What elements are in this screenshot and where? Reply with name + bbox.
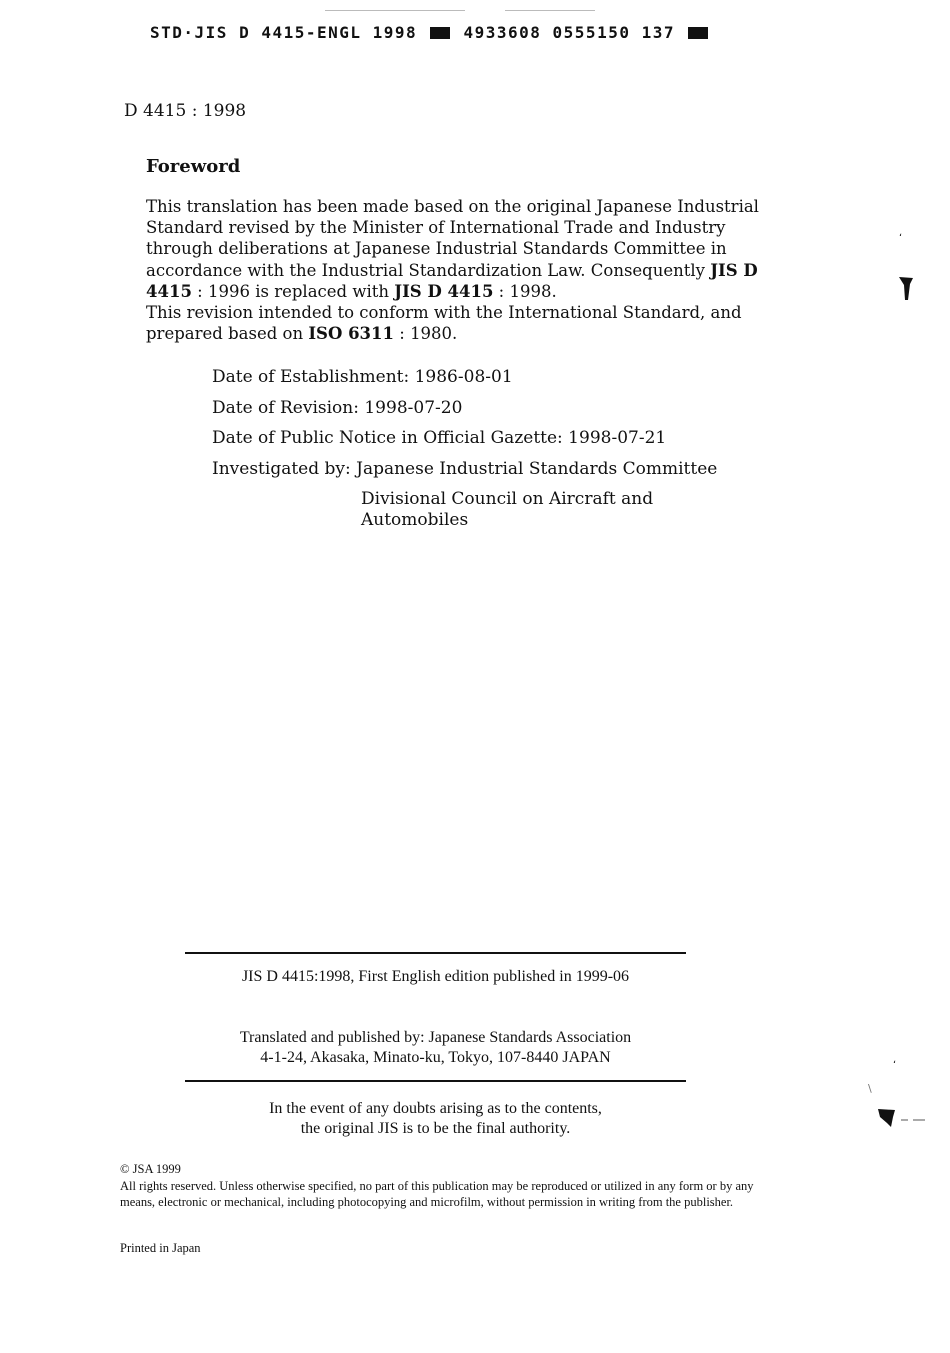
dates-block	[212, 367, 717, 489]
foreword-body	[146, 196, 786, 344]
scan-blot	[898, 276, 914, 302]
scan-speck: ʻ	[893, 1060, 897, 1071]
foreword-paragraph-1	[146, 196, 786, 302]
rights-notice: All rights reserved. Unless otherwise specified, no part of this publication may be reproduced or utilized in any form or by any means, electronic or mechanical, including photocopying and microfilm, without permission in writing from the publisher.	[120, 1179, 754, 1209]
printed-in: Printed in Japan	[120, 1241, 201, 1255]
standard-ref: JIS D 4415	[394, 281, 494, 301]
address-line: 4-1-24, Akasaka, Minato-ku, Tokyo, 107-8440 JAPAN	[260, 1049, 611, 1066]
foreword-title: Foreword	[146, 156, 241, 177]
copyright-line: © JSA 1999	[120, 1162, 181, 1176]
standard-ref: JIS D 4415	[146, 260, 758, 301]
council-block	[361, 489, 653, 531]
authority-line-2: the original JIS is to be the final authority.	[300, 1120, 571, 1137]
colophon-rule-top	[185, 952, 686, 954]
standard-number: D 4415 : 1998	[124, 101, 247, 121]
header-block-mark	[688, 27, 708, 39]
text-run: : 1998.	[493, 281, 557, 301]
text-run: This revision intended to conform with the International Standard, and prepared based on	[146, 303, 742, 344]
scan-artifact-line	[325, 10, 465, 11]
date-establishment: Date of Establishment: 1986-08-01	[212, 367, 513, 387]
header-block-mark	[430, 27, 450, 39]
text-run: This translation has been made based on the original Japanese Industrial Standard revised by the Minister of International Trade and Industry through deliberations at Japanese Industrial Standards Committee in accordance with the Industrial Standardization Law. Consequently	[146, 197, 759, 280]
scan-speck: ʻ	[899, 233, 903, 244]
scan-blot	[877, 1107, 927, 1129]
text-run: : 1996 is replaced with	[191, 281, 395, 301]
investigated-by: Investigated by: Japanese Industrial Standards Committee	[212, 458, 718, 479]
document-header-code	[150, 23, 710, 42]
authority-line-1: In the event of any doubts arising as to the contents,	[269, 1100, 602, 1117]
scan-artifact-line	[505, 10, 595, 11]
foreword-paragraph-2	[146, 302, 786, 344]
date-revision: Date of Revision: 1998-07-20	[212, 397, 463, 418]
header-code-a: STD·JIS D 4415-ENGL 1998	[150, 23, 418, 42]
colophon-rule-bottom	[185, 1080, 686, 1082]
scan-speck: \	[868, 1082, 872, 1095]
edition-line: JIS D 4415:1998, First English edition published in 1999-06	[241, 968, 630, 985]
date-public-notice: Date of Public Notice in Official Gazette: 1998-07-21	[212, 428, 667, 448]
council-line-2: Automobiles	[361, 510, 469, 530]
text-run: : 1980.	[394, 324, 458, 344]
standard-ref: ISO 6311	[308, 324, 395, 344]
header-code-b: 4933608 0555150 137	[463, 23, 675, 42]
publisher-line: Translated and published by: Japanese Standards Association	[239, 1029, 632, 1046]
council-line-1: Divisional Council on Aircraft and	[361, 489, 654, 509]
